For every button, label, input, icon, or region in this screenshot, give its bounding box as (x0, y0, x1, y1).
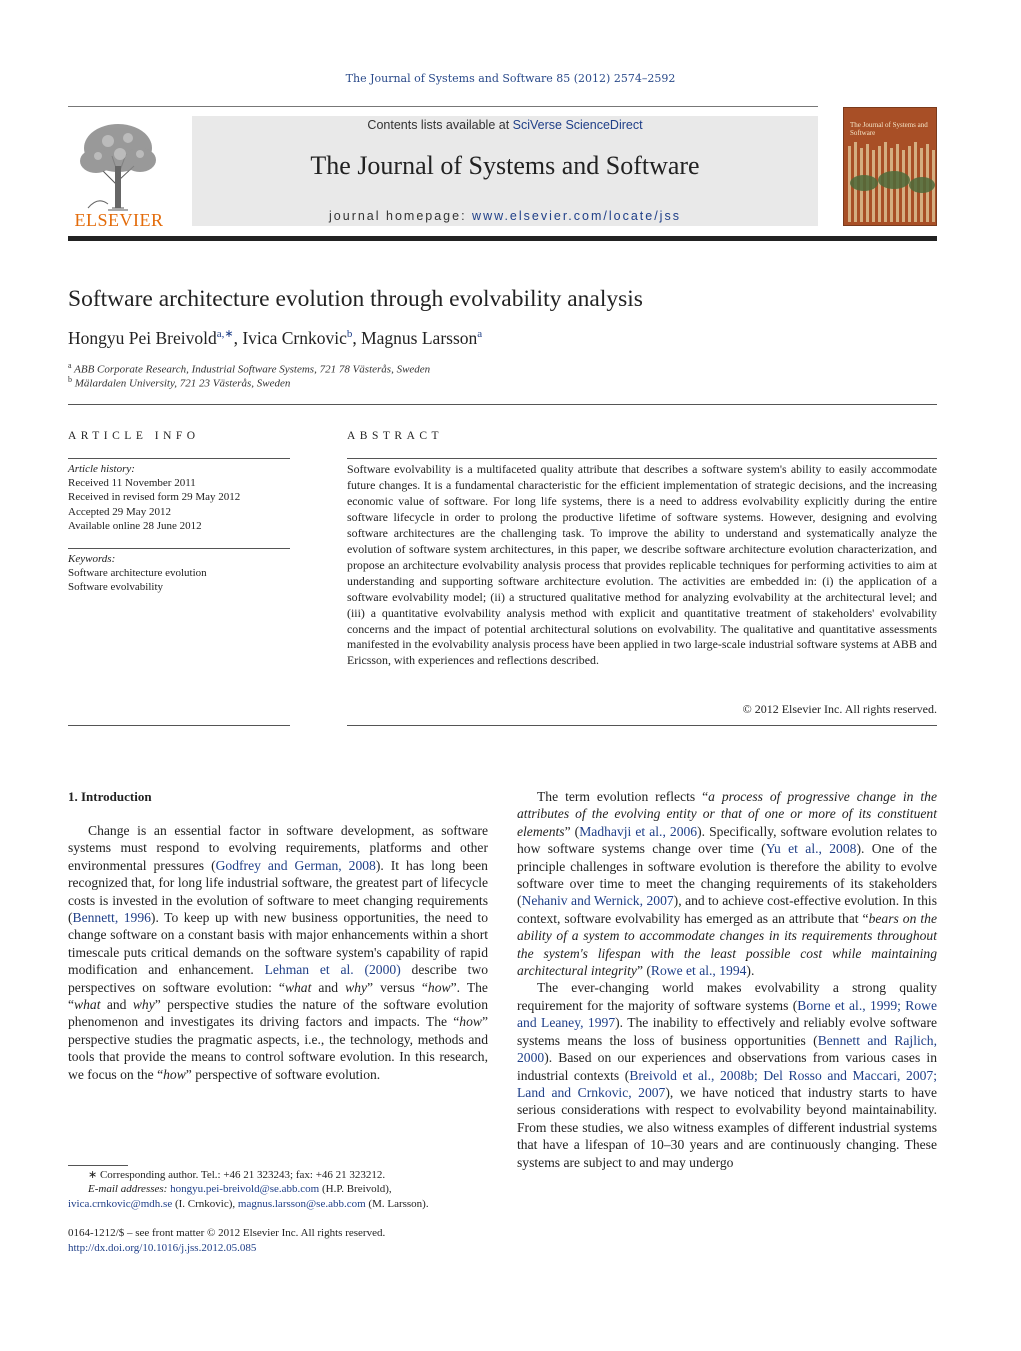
homepage-link[interactable]: www.elsevier.com/locate/jss (472, 209, 681, 223)
affiliation-b (68, 375, 290, 390)
text-run: ” ( (636, 963, 651, 979)
text-run: ”. The “ (68, 979, 488, 1013)
author-list (68, 328, 482, 349)
cover-title: The Journal of Systems and Software (850, 121, 928, 137)
keywords-label: Keywords: (68, 553, 116, 565)
text-run: ” ( (564, 823, 580, 839)
author-separator: , (352, 328, 362, 348)
emphasis-text: how (163, 1066, 186, 1082)
elsevier-wordmark: ELSEVIER (74, 210, 164, 230)
email-owner: (I. Crnkovic), (172, 1197, 238, 1210)
header-rule (68, 106, 818, 107)
text-run: ” versus “ (367, 979, 428, 995)
history-label: Article history: (68, 463, 135, 475)
author-name: Ivica Crnkovic (242, 328, 347, 348)
citation-link[interactable]: Yu et al., 2008 (765, 841, 857, 857)
corresponding-author: ∗ Corresponding author. Tel.: +46 21 323243; fax: +46 21 323212. (88, 1169, 386, 1181)
history-revised: Received in revised form 29 May 2012 (68, 491, 241, 504)
text-run: ), we have noticed that industry starts to have serious considerations with respect to evolvability beyond maintainability. From these studies, we also witness examples of different industrial systems that have a lifespan of 10–30 years and are continuously changing. These systems are subject to and may undergo (517, 1084, 937, 1170)
affiliation-a (68, 361, 430, 376)
keyword: Software evolvability (68, 581, 164, 594)
citation-link[interactable]: Rowe et al., 1994 (650, 963, 747, 979)
abstract-heading: ABSTRACT (347, 430, 444, 442)
footnote-rule (68, 1165, 128, 1166)
citation-link[interactable]: Godfrey and German, 2008 (215, 857, 376, 873)
sciencedirect-link[interactable]: SciVerse ScienceDirect (512, 118, 643, 132)
affiliation-text: ABB Corporate Research, Industrial Software Systems, 721 78 Västerås, Sweden (74, 363, 431, 376)
keyword: Software architecture evolution (68, 567, 207, 580)
journal-title: The Journal of Systems and Software (310, 151, 700, 180)
text-run: ). It has long been recognized that, for long life industrial software, the greatest part of lifecycle costs is invested in the evolution of software to meet changing requirements ( (68, 857, 488, 926)
citation-link[interactable]: Breivold et al., 2008b; Del Rosso and Maccari, 2007; Land and Crnkovic, 2007 (517, 1067, 937, 1100)
paragraph (517, 788, 937, 979)
emphasis-text: bears on the ability of a system to accommodate changes in its requirements throughout the system's lifespan with the least possible cost while maintaining architectural integrity (517, 910, 937, 979)
email-link[interactable]: magnus.larsson@se.abb.com (237, 1197, 366, 1210)
text-run: ). To keep up with new business opportunities, the need to change software on a constant basis with major enhancements within a short timescale puts critical demands on the software system's capability of rapid modification and enhancement. (68, 910, 488, 978)
author-affiliation-mark[interactable]: a (477, 328, 483, 341)
author-separator: , (233, 328, 243, 348)
text-run: ). Based on our experiences and observations from various cases in industrial contexts ( (517, 1050, 937, 1083)
history-accepted: Accepted 29 May 2012 (68, 505, 171, 518)
emphasis-text: how (427, 979, 451, 995)
journal-cover-image[interactable] (843, 107, 937, 226)
section-heading: 1. Introduction (68, 789, 152, 804)
emphasis-text: why (345, 979, 368, 995)
author-name: Hongyu Pei Breivold (68, 328, 217, 348)
doi-link[interactable]: http://dx.doi.org/10.1016/j.jss.2012.05.085 (68, 1242, 257, 1254)
citation-link[interactable]: Lehman et al. (2000) (264, 962, 401, 978)
copyright: © 2012 Elsevier Inc. All rights reserved. (742, 702, 937, 716)
text-run: Change is an essential factor in software development, as software systems must respond to evolving requirements, platforms and other environmental pressures ( (68, 823, 488, 873)
emphasis-text: how (459, 1014, 482, 1030)
paper-title: Software architecture evolution through evolvability analysis (68, 286, 643, 312)
body-column-left (68, 822, 488, 1083)
author-affiliation-mark[interactable]: a,∗ (216, 328, 234, 341)
section-rule (68, 404, 937, 405)
email-owner: (M. Larsson). (365, 1197, 429, 1210)
journal-homepage (192, 209, 818, 223)
text-run: and (100, 997, 133, 1013)
text-run: ). (746, 963, 755, 979)
paragraph (68, 822, 488, 1083)
homepage-prefix: journal homepage: (329, 209, 473, 223)
text-run: ). Specifically, software evolution relates to how software systems change over time ( (517, 823, 937, 857)
citation-link[interactable]: Madhavji et al., 2006 (579, 823, 698, 839)
article-info-rule (68, 548, 290, 549)
text-run: and (311, 979, 346, 995)
email-owner: (H.P. Breivold), (319, 1183, 392, 1196)
citation-link[interactable]: Bennett and Rajlich, 2000 (517, 1032, 937, 1066)
article-info-heading: ARTICLE INFO (68, 430, 200, 442)
affiliation-mark: a (68, 361, 72, 370)
article-history (68, 462, 290, 533)
issn-line: 0164-1212/$ – see front matter © 2012 Elsevier Inc. All rights reserved. (68, 1227, 386, 1239)
text-run: ). One of the principle challenges in software evolution is therefore the ability to evolve software over time to meet the changing requirements of its stakeholders ( (517, 841, 937, 909)
affiliation-mark: b (68, 375, 72, 384)
contents-prefix: Contents lists available at (367, 118, 513, 132)
email-link[interactable]: hongyu.pei-breivold@se.abb.com (170, 1183, 320, 1196)
author-name: Magnus Larsson (361, 328, 478, 348)
history-online: Available online 28 June 2012 (68, 519, 202, 532)
emphasis-text: a process of progressive change in the attributes of the evolving entity or that of one or more of its constituent elements (517, 789, 937, 839)
text-run: ” perspective studies the nature of the software evolution phenomenon and investigates its driving factors and impacts. The “ (68, 997, 488, 1030)
text-run: ” perspective of software evolution. (185, 1066, 381, 1082)
citation-link[interactable]: Borne et al., 1999; Rowe and Leaney, 1997 (517, 997, 937, 1031)
citation-link[interactable]: Bennett, 1996 (72, 910, 151, 926)
text-run: describe two perspectives on software evolution: “ (68, 962, 488, 995)
history-received: Received 11 November 2011 (68, 477, 196, 490)
abstract-text: Software evolvability is a multifaceted quality attribute that describes a software system's ability to easily accommodate future changes. It is a fundamental characteristic for the efficient implementation of strategic decisions, and the increasing economic value of software. For long life systems, there is a need to address evolvability explicitly during the entire software lifecycle in order to prolong the productive lifetime of software systems. However, designing and evolving software architectures are the challenging task. To improve the ability to understand and systematically analyze the evolution of software system architectures, in this paper, we describe software architecture evolution characterization, and propose an architecture evolvability analysis process that provides replicable techniques for performing activities to aim at understanding and supporting software architecture evolution. The activities are embedded in: (i) the application of a software evolvability model; (ii) a structured qualitative method for analyzing evolvability at the architectural level; and (iii) a quantitative evolvability analysis method with explicit and quantitative treatment of stakeholders' evolvability concerns and the impact of potential architectural solutions on evolvability. The qualitative and quantitative assessments manifested in the evolvability analysis process have been applied in two large-scale industrial software systems at ABB and Ericsson, with experiences and reflections described. (347, 462, 937, 668)
contents-line (192, 118, 818, 132)
text-run: The term evolution reflects “ (537, 789, 709, 804)
text-run: ” perspective studies the pragmatic aspects, i.e., the technology, methods and tools that provide the means to control software evolution. In this research, we focus on the “ (68, 1014, 488, 1082)
abstract-rule (347, 725, 937, 726)
journal-citation[interactable]: The Journal of Systems and Software 85 (2012) 2574–2592 (345, 72, 676, 85)
email-link[interactable]: ivica.crnkovic@mdh.se (68, 1197, 173, 1210)
paragraph (517, 979, 937, 1170)
emphasis-text: what (284, 979, 312, 995)
abstract-rule (347, 458, 937, 459)
text-run: The ever-changing world makes evolvability a strong quality requirement for the majority of software systems ( (517, 980, 937, 1013)
keywords (68, 552, 290, 595)
article-info-rule (68, 458, 290, 459)
body-column-right (517, 788, 937, 1171)
text-run: ), and to achieve cost-effective evolution. In this context, software evolvability has emerged as an attribute that “ (517, 893, 938, 926)
author-affiliation-mark[interactable]: b (346, 328, 353, 341)
text-run: ). The inability to effectively and reliably evolve software systems means the loss of business opportunities ( (517, 1015, 938, 1048)
citation-link[interactable]: Nehaniv and Wernick, 2007 (521, 893, 674, 909)
article-info-rule (68, 725, 290, 726)
emphasis-text: why (132, 997, 155, 1013)
affiliation-text: Mälardalen University, 721 23 Västerås, Sweden (74, 377, 291, 390)
emphasis-text: what (74, 997, 101, 1013)
header-thick-rule (68, 236, 937, 241)
front-matter (68, 1226, 488, 1256)
email-label: E-mail addresses: (88, 1183, 171, 1196)
footnote (68, 1168, 488, 1211)
